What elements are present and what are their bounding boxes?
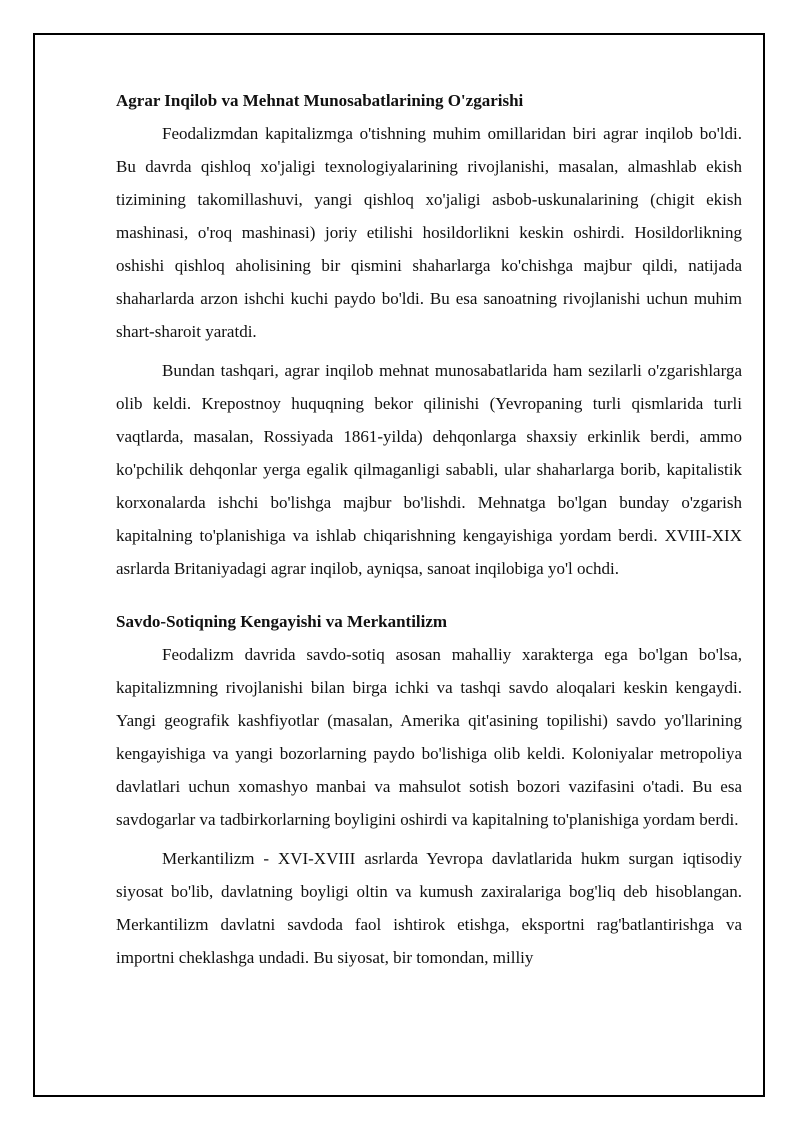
- document-body: [116, 84, 742, 980]
- paragraph: Merkantilizm - XVI-XVIII asrlarda Yevropa davlatlarida hukm surgan iqtisodiy siyosat bo'lib, davlatning boyligi oltin va kumush zaxiralariga bog'liq deb hisoblangan. Merkantilizm davlatni savdoda faol ishtirok etishga, eksportni rag'batlantirishga va importni cheklashga undadi. Bu siyosat, bir tomondan, milliy: [116, 849, 742, 967]
- section-spacer: [116, 591, 742, 605]
- paragraph: Feodalizmdan kapitalizmga o'tishning muhim omillaridan biri agrar inqilob bo'ldi. Bu davrda qishloq xo'jaligi texnologiyalarining rivojlanishi, masalan, almashlab ekish tizimining takomillashuvi, yangi qishloq xo'jaligi asbob-uskunalarining (chigit ekish mashinasi, o'roq mashinasi) joriy etilishi hosildorlikni keskin oshirdi. Hosildorlikning oshishi qishloq aholisining bir qismini shaharlarga ko'chishga majbur qildi, natijada shaharlarda arzon ishchi kuchi paydo bo'ldi. Bu esa sanoatning rivojlanishi uchun muhim shart-sharoit yaratdi.: [116, 124, 742, 341]
- section-heading-savdo: Savdo-Sotiqning Kengayishi va Merkantilizm: [116, 612, 448, 631]
- paragraph: Bundan tashqari, agrar inqilob mehnat munosabatlarida ham sezilarli o'zgarishlarga olib keldi. Krepostnoy huquqning bekor qilinishi (Yevropaning turli qismlarida turli vaqtlarda, masalan, Rossiyada 1861-yilda) dehqonlarga shaxsiy erkinlik berdi, ammo ko'pchilik dehqonlar yerga egalik qilmaganligi sababli, ular shaharlarga borib, kapitalistik korxonalarda ishchi bo'lishga majbur bo'lishdi. Mehnatga bo'lgan bunday o'zgarish kapitalning to'planishiga va ishlab chiqarishning kengayishiga yordam berdi. XVIII-XIX asrlarda Britaniyadagi agrar inqilob, ayniqsa, sanoat inqilobiga yo'l ochdi.: [116, 361, 742, 578]
- paragraph: Feodalizm davrida savdo-sotiq asosan mahalliy xarakterga ega bo'lgan bo'lsa, kapitalizmning rivojlanishi bilan birga ichki va tashqi savdo aloqalari keskin kengaydi. Yangi geografik kashfiyotlar (masalan, Amerika qit'asining topilishi) savdo yo'llarining kengayishiga va yangi bozorlarning paydo bo'lishiga olib keldi. Koloniyalar metropoliya davlatlari uchun xomashyo manbai va mahsulot sotish bozori vazifasini o'tadi. Bu esa savdogarlar va tadbirkorlarning boyligini oshirdi va kapitalning to'planishiga yordam berdi.: [116, 645, 742, 829]
- section-heading-agrar: Agrar Inqilob va Mehnat Munosabatlarining O'zgarishi: [116, 91, 524, 110]
